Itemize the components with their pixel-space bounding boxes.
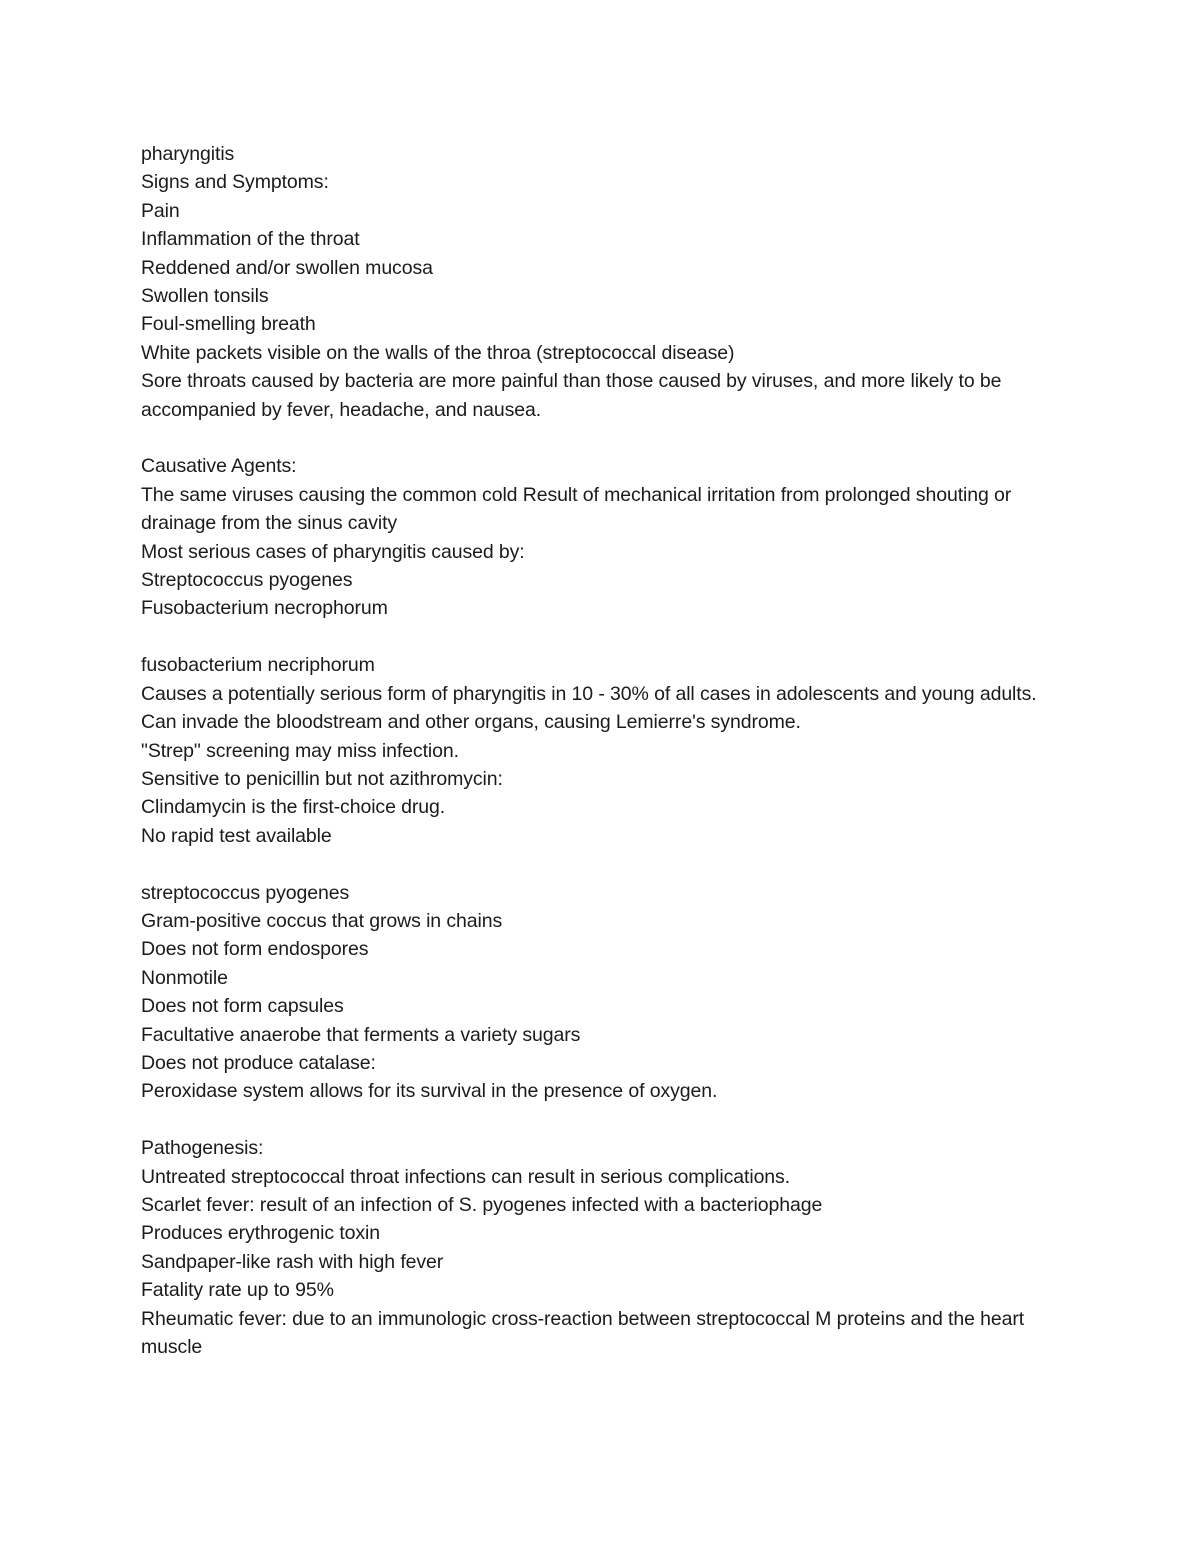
section-heading: streptococcus pyogenes — [141, 881, 350, 904]
section-causative-agents — [141, 452, 1071, 622]
list-item: "Strep" screening may miss infection. — [141, 739, 459, 762]
section-fusobacterium — [141, 651, 1071, 850]
list-item: Facultative anaerobe that ferments a variety sugars — [141, 1023, 581, 1046]
blank-line — [141, 424, 1071, 452]
list-item: Rheumatic fever: due to an immunologic cross-reaction between streptococcal M proteins and the heart muscle — [141, 1307, 1025, 1358]
list-item: Inflammation of the throat — [141, 228, 360, 251]
section-signs-symptoms — [141, 168, 1071, 424]
list-item: No rapid test available — [141, 824, 332, 847]
section-heading: fusobacterium necriphorum — [141, 654, 375, 677]
list-item: Does not form capsules — [141, 995, 344, 1018]
list-item: Peroxidase system allows for its survival in the presence of oxygen. — [141, 1080, 718, 1103]
list-item: Reddened and/or swollen mucosa — [141, 256, 433, 279]
list-item: Scarlet fever: result of an infection of S. pyogenes infected with a bacteriophage — [141, 1193, 823, 1216]
section-heading: Signs and Symptoms: — [141, 171, 329, 194]
blank-line — [141, 623, 1071, 651]
list-item: Untreated streptococcal throat infections can result in serious complications. — [141, 1165, 791, 1188]
list-item: Sensitive to penicillin but not azithromycin: — [141, 767, 503, 790]
list-item: Sandpaper-like rash with high fever — [141, 1250, 444, 1273]
section-pathogenesis — [141, 1134, 1071, 1361]
list-item: Does not form endospores — [141, 938, 369, 961]
list-item: White packets visible on the walls of the throa (streptococcal disease) — [141, 341, 735, 364]
list-item: Pain — [141, 199, 180, 222]
section-streptococcus — [141, 879, 1071, 1106]
list-item: Fusobacterium necrophorum — [141, 597, 388, 620]
document-body — [141, 140, 1071, 1361]
section-heading: Causative Agents: — [141, 455, 297, 478]
list-item: Most serious cases of pharyngitis caused by: — [141, 540, 525, 563]
list-item: The same viruses causing the common cold Result of mechanical irritation from prolonged shouting or drainage from the sinus cavity — [141, 483, 1012, 535]
list-item: Causes a potentially serious form of pharyngitis in 10 - 30% of all cases in adolescents and young adults. — [141, 682, 1037, 705]
document-title: pharyngitis — [141, 143, 235, 165]
list-item: Fatality rate up to 95% — [141, 1279, 334, 1302]
list-item: Nonmotile — [141, 966, 228, 989]
list-item: Produces erythrogenic toxin — [141, 1222, 381, 1245]
blank-line — [141, 1106, 1071, 1134]
list-item: Streptococcus pyogenes — [141, 569, 353, 592]
section-heading: Pathogenesis: — [141, 1137, 264, 1160]
blank-line — [141, 850, 1071, 878]
list-item: Clindamycin is the first-choice drug. — [141, 796, 446, 819]
list-item: Can invade the bloodstream and other organs, causing Lemierre's syndrome. — [141, 711, 801, 734]
list-item: Gram-positive coccus that grows in chains — [141, 909, 503, 932]
list-item: Foul-smelling breath — [141, 313, 316, 336]
list-item: Swollen tonsils — [141, 285, 269, 308]
list-item: Sore throats caused by bacteria are more painful than those caused by viruses, and more likely to be accompanied by fever, headache, and nausea. — [141, 370, 1002, 421]
list-item: Does not produce catalase: — [141, 1051, 376, 1074]
